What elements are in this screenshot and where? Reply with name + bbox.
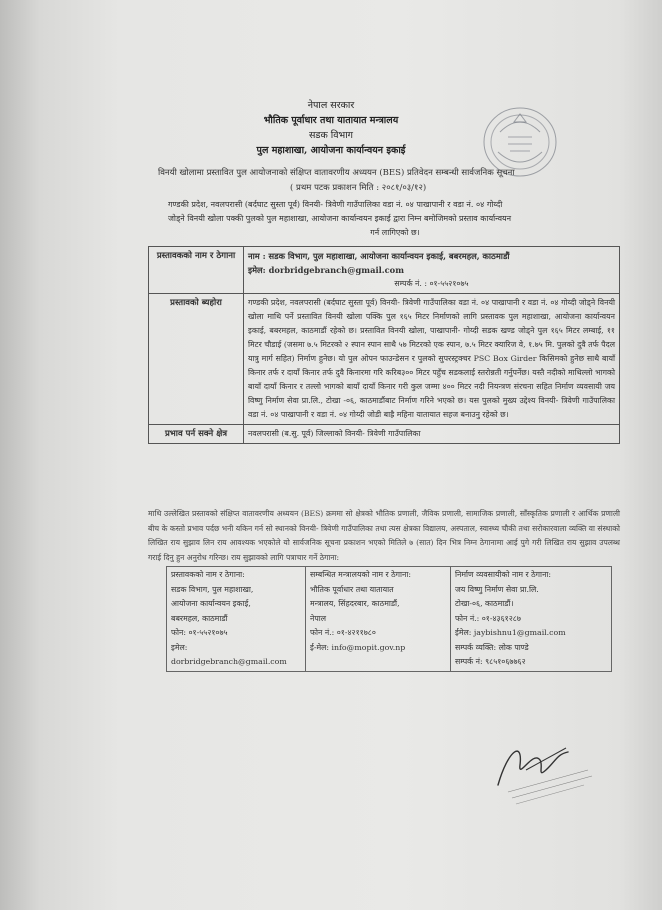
comment-request-paragraph [148,507,620,565]
table-row [149,425,620,444]
impact-label: प्रभाव पर्न सक्ने क्षेत्र [149,425,244,444]
contact-number: सम्पर्क नं: ९८५१०६७७६२ [455,657,526,666]
contact-line: आयोजना कार्यान्वयन इकाई, [171,599,251,608]
notice-title: विनयी खोलामा प्रस्तावित पुल आयोजनाको संक्षिप्त वातावरणीय अध्ययन (BES) प्रतिवेदन सम्बन्धी सार्वजनिक सूचना [158,168,515,178]
details-text: गण्डकी प्रदेश, नवलपरासी (बर्दघाट सुस्ता पूर्व) विनयी- त्रिवेणी गाउँपालिका वडा नं. ०४ पाखापानी र वडा नं. ०४ गोय्दी जोड्ने विनयी खोला माथि पर्ने प्रस्तावित विनयी खोला पक्कि पुल १६५ मिटर निर्माणको लागि प्रस्तावक पुल महाशाखा, आयोजना कार्यान्वयन इकाई, बबरमहल, काठमाडौं रहेको छ। प्रस्तावित विनयी खोला, पाखापानी- गोय्दी सडक खण्ड जोड्ने पुल १६५ मिटर लम्बाई, ११ मिटर चौडाई (जसमा ७.५ मिटरको २ स्पान स्पान साथै ५७ मिटरको एक स्पान, ७.५ मिटर क्यारिज वे, १.७५ मि. पुलको दुवै तर्फ पैदल यात्रु मार्ग सहित) निर्माण हुनेछ। यो पुल ओपन फाउन्डेसन र पुलको सुपरस्ट्रक्चर PSC Box Girder किसिमको हुनेछ साथै बायाँ किनार तर्फ र दायाँ किनार तर्फ दुवै किनारमा गरि करिब३०० मिटर पहुँच सडकलाई स्तरोन्नती गर्नुपर्नेछ। यस्तै नदीको माथिल्लो भागको बायाँ दायाँ किनार र तल्लो भागको बायाँ दायाँ किनार गरी कुल जम्मा ४०० मिटर नदी नियन्त्रण संरचना सहित निर्माण व्यवसायी जय विष्णु निर्माण सेवा प्रा.लि., टोखा -०६, काठमाडौंबाट निर्माण गरिने भएको छ। यस पुलको मुख्य उद्देश्य विनयी- त्रिवेणी गाउँपालिका वडा नं. ०४ पाखापानी र वडा नं. ०४ गोय्दी जोडी बाह्रै महिना यातायात सहज बनाउनु रहेको छ। [244,294,620,425]
ministry-name: भौतिक पूर्वाधार तथा यातायात मन्त्रालय [263,115,399,126]
contact-line: जय विष्णु निर्माण सेवा प्रा.लि. [455,584,539,594]
signature-icon [478,730,608,810]
details-label: प्रस्तावको ब्यहोरा [149,294,244,425]
contractor-contact-cell [451,567,612,672]
comment-request-text: माथि उल्लेखित प्रस्तावको संक्षिप्त वातावरणीय अध्ययन (BES) क्रममा सो क्षेत्रको भौतिक प्रणाली, जैविक प्रणाली, सामाजिक प्रणाली, साँस्कृतिक प्रणाली र आर्थिक प्रणाली बीच के कस्तो प्रभाव पर्दछ भनी यकिन गर्न सो स्थानको विनयी- त्रिवेणी गाउँपालिका तथा त्यस क्षेत्रका विद्यालय, अस्पताल, स्वास्थ्य चौकी तथा सरोकारवाला व्यक्ति वा संस्थाको लिखित राय सुझाव लिन राय आवश्यक भएकोले यो सार्वजनिक सूचना प्रकाशन भएको मितिले ७ (सात) दिन भित्र निम्न ठेगानामा आई पुगे गरी लिखित राय सुझाव उपलब्ध गराई दिनु हुन अनुरोध गरिन्छ। राय सुझावको लागि पत्राचार गर्ने ठेगाना: [148,509,620,562]
contact-line: सडक विभाग, पुल महाशाखा, [171,584,254,594]
proposal-table [148,246,620,444]
table-row [149,247,620,294]
contact-phone: फोन नं.: ०१-४२११७८० [310,628,376,637]
contact-email: ईमेल: jaybishnu1@gmail.com [455,628,566,637]
proposer-email: इमेल: dorbridgebranch@gmail.com [248,265,404,275]
contact-header: प्रस्तावकको नाम र ठेगाना: [171,570,245,579]
contact-line: मन्त्रालय, सिंहदरबार, काठमाडौं, [310,599,400,608]
intro-paragraph [168,198,622,240]
proposer-cell [244,247,620,294]
proposer-name: नाम : सडक विभाग, पुल महाशाखा, आयोजना कार्यान्वयन इकाई, बबरमहल, काठमाडौं [248,251,510,261]
contact-email-label: इमेल: [171,642,188,652]
contact-email: ई-मेल: info@mopit.gov.np [310,642,406,652]
contact-phone: फोन नं.: ०१-४३६१२८७ [455,613,521,623]
intro-line: गण्डकी प्रदेश, नवलपरासी (बर्दघाट सुस्ता पूर्व) विनयी- त्रिवेणी गाउँपालिका वडा नं. ०४ पाखापानी र वडा नं. ०४ गोय्दी [168,200,503,209]
contact-header: सम्बन्धित मन्त्रालयको नाम र ठेगाना: [310,570,412,579]
contact-person: सम्पर्क व्यक्ति: लोक पाण्डे [455,642,529,652]
contact-header: निर्माण व्यवसायीको नाम र ठेगाना: [455,570,552,579]
contact-line: टोखा-०६, काठमाडौं। [455,599,514,608]
proposer-phone: सम्पर्क नं. : ०१-५५२१०७५ [394,279,469,288]
proposer-label: प्रस्तावकको नाम र ठेगाना [149,247,244,294]
government-name: नेपाल सरकार [307,100,355,111]
publication-date: ( प्रथम पटक प्रकाशन मिति : २०८१/०३/१२) [290,183,427,193]
office-name: पुल महाशाखा, आयोजना कार्यान्वयन इकाई [256,145,406,156]
proposer-contact-cell [167,567,306,672]
intro-line: गर्न लागिएको छ। [370,228,420,237]
contact-line: बबरमहल, काठमाडौं [171,613,228,623]
contact-line: भौतिक पूर्वाधार तथा यातायात [310,584,394,594]
ministry-contact-cell [306,567,451,672]
contacts-table [166,566,612,672]
contact-line: नेपाल [310,613,327,623]
contact-email: dorbridgebranch@gmail.com [171,657,287,666]
table-row [167,567,612,672]
intro-line: जोड्ने विनयी खोला पक्की पुलको पुल महाशाखा, आयोजना कार्यान्वयन इकाई द्वारा निम्न बमोजिमको प्रस्ताव कार्यान्वयन [168,214,512,223]
department-name: सडक विभाग [308,130,354,141]
letterhead [0,98,662,158]
impact-text: नवलपरासी (ब.सु. पूर्व) जिल्लाको विनयी- त्रिवेणी गाउँपालिका [244,425,620,444]
contact-phone: फोन: ०१-५५२१०७५ [171,628,228,637]
table-row [149,294,620,425]
